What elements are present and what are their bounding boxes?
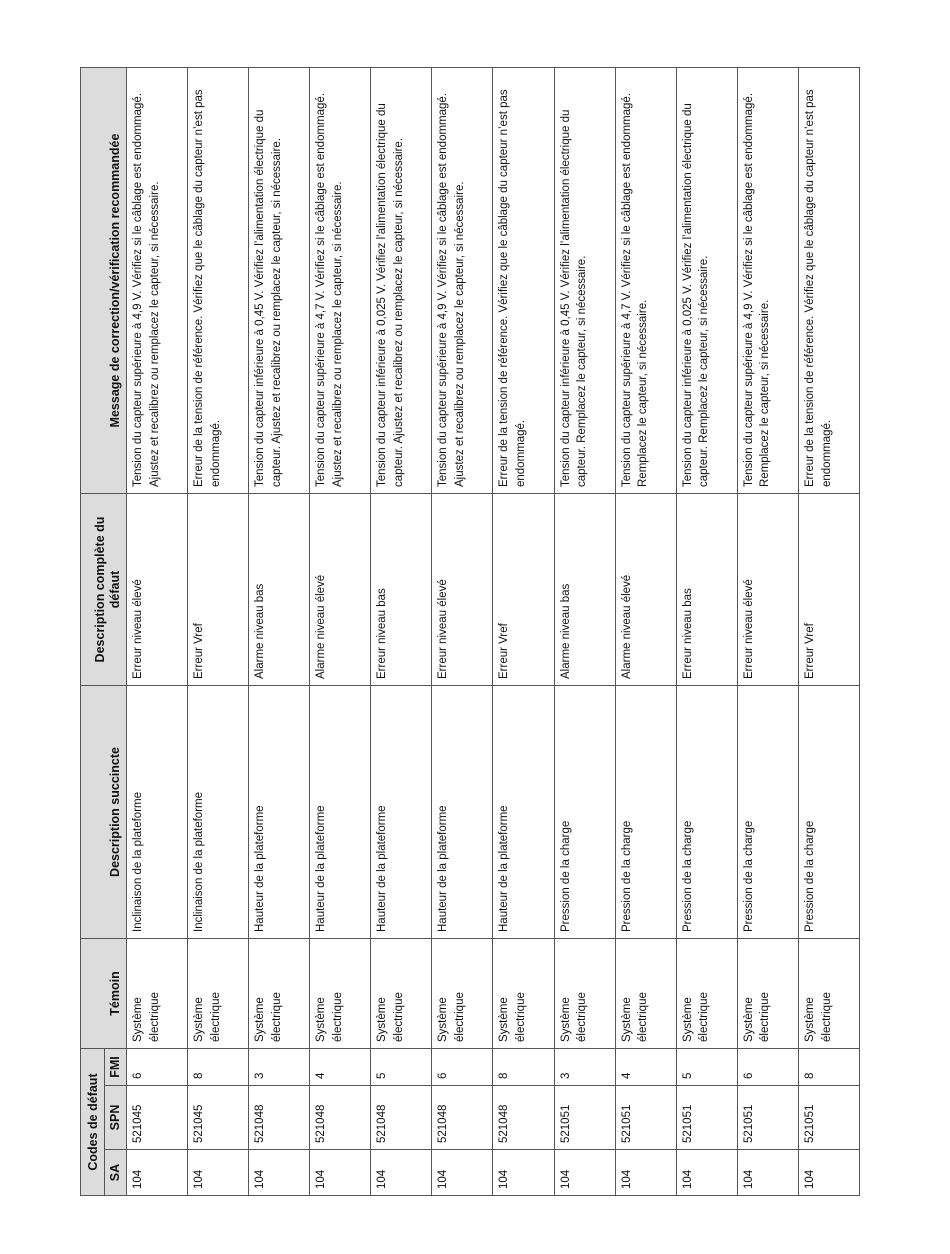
temoin-cell: Système électrique [249,939,310,1049]
temoin-header: Témoin [81,939,127,1049]
temoin-cell: Système électrique [188,939,249,1049]
sa-cell: 104 [249,1150,310,1196]
fmi-cell: 8 [493,1049,554,1086]
short-description-cell: Pression de la charge [737,686,798,939]
message-cell: Tension du capteur inférieure à 0,45 V. Vérifiez l’alimentation électrique du capteur. Ajustez et recalibrez ou remplacez le capteur, si nécessaire. [249,68,310,494]
fault-codes-table [80,67,860,1196]
short-description-cell: Pression de la charge [676,686,737,939]
fmi-cell: 6 [432,1049,493,1086]
table-row [493,68,554,1196]
sa-cell: 104 [737,1150,798,1196]
table-row [554,68,615,1196]
message-cell: Tension du capteur supérieure à 4,9 V. Vérifiez si le câblage est endommagé. Remplacez le capteur, si nécessaire. [737,68,798,494]
short-description-cell: Inclinaison de la plateforme [127,686,188,939]
temoin-cell: Système électrique [615,939,676,1049]
temoin-cell: Système électrique [554,939,615,1049]
table-row [432,68,493,1196]
temoin-cell: Système électrique [798,939,859,1049]
table-row [615,68,676,1196]
sa-cell: 104 [310,1150,371,1196]
fmi-cell: 3 [249,1049,310,1086]
fmi-cell: 4 [615,1049,676,1086]
sa-cell: 104 [554,1150,615,1196]
full-description-cell: Erreur niveau bas [676,494,737,686]
message-cell: Tension du capteur inférieure à 0,025 V. Vérifiez l’alimentation électrique du capteur. Remplacez le capteur, si nécessaire. [676,68,737,494]
rotated-page [80,68,860,1196]
message-cell: Tension du capteur inférieure à 0,025 V. Vérifiez l’alimentation électrique du capteur. Ajustez et recalibrez ou remplacez le capteur, si nécessaire. [371,68,432,494]
sa-cell: 104 [188,1150,249,1196]
full-description-cell: Erreur niveau élevé [432,494,493,686]
short-description-cell: Hauteur de la plateforme [249,686,310,939]
message-cell: Tension du capteur supérieure à 4,7 V. Vérifiez si le câblage est endommagé. Remplacez le capteur, si nécessaire. [615,68,676,494]
fmi-cell: 5 [371,1049,432,1086]
full-description-cell: Erreur niveau bas [371,494,432,686]
short-description-cell: Pression de la charge [798,686,859,939]
full-description-header: Description complète du défaut [81,494,127,686]
sa-cell: 104 [798,1150,859,1196]
spn-cell: 521048 [310,1086,371,1150]
sa-cell: 104 [371,1150,432,1196]
codes-group-header: Codes de défaut [81,1049,105,1196]
full-description-cell: Erreur Vref [798,494,859,686]
message-cell: Erreur de la tension de référence. Vérifiez que le câblage du capteur n’est pas endommagé. [188,68,249,494]
full-description-cell: Erreur Vref [188,494,249,686]
short-description-cell: Hauteur de la plateforme [432,686,493,939]
fault-rows [127,68,860,1196]
fmi-cell: 8 [798,1049,859,1086]
fmi-cell: 6 [127,1049,188,1086]
short-description-cell: Hauteur de la plateforme [310,686,371,939]
table-row [249,68,310,1196]
fmi-cell: 8 [188,1049,249,1086]
spn-cell: 521045 [188,1086,249,1150]
short-description-header: Description succincte [81,686,127,939]
sa-cell: 104 [432,1150,493,1196]
spn-cell: 521048 [432,1086,493,1150]
spn-cell: 521051 [615,1086,676,1150]
table-row [676,68,737,1196]
fmi-cell: 6 [737,1049,798,1086]
table-row [798,68,859,1196]
message-cell: Tension du capteur supérieure à 4,9 V. Vérifiez si le câblage est endommagé. Ajustez et recalibrez ou remplacez le capteur, si nécessaire. [127,68,188,494]
sa-cell: 104 [615,1150,676,1196]
short-description-cell: Hauteur de la plateforme [371,686,432,939]
spn-cell: 521048 [249,1086,310,1150]
full-description-cell: Erreur niveau élevé [127,494,188,686]
message-cell: Tension du capteur supérieure à 4,9 V. Vérifiez si le câblage est endommagé. Ajustez et recalibrez ou remplacez le capteur, si nécessaire. [432,68,493,494]
temoin-cell: Système électrique [127,939,188,1049]
temoin-cell: Système électrique [493,939,554,1049]
spn-cell: 521051 [798,1086,859,1150]
table-row [737,68,798,1196]
table-row [371,68,432,1196]
table-row [188,68,249,1196]
temoin-cell: Système électrique [676,939,737,1049]
sa-cell: 104 [493,1150,554,1196]
spn-cell: 521048 [371,1086,432,1150]
message-cell: Erreur de la tension de référence. Vérifiez que le câblage du capteur n’est pas endommagé. [493,68,554,494]
spn-cell: 521051 [676,1086,737,1150]
short-description-cell: Pression de la charge [615,686,676,939]
short-description-cell: Inclinaison de la plateforme [188,686,249,939]
full-description-cell: Alarme niveau bas [554,494,615,686]
short-description-cell: Hauteur de la plateforme [493,686,554,939]
temoin-cell: Système électrique [371,939,432,1049]
sa-cell: 104 [676,1150,737,1196]
temoin-cell: Système électrique [432,939,493,1049]
spn-cell: 521045 [127,1086,188,1150]
message-cell: Erreur de la tension de référence. Vérifiez que le câblage du capteur n’est pas endommagé. [798,68,859,494]
sa-header: SA [105,1150,127,1196]
header-row-1 [81,68,105,1196]
full-description-cell: Alarme niveau bas [249,494,310,686]
short-description-cell: Pression de la charge [554,686,615,939]
spn-cell: 521051 [737,1086,798,1150]
message-header: Message de correction/vérification recommandée [81,68,127,494]
full-description-cell: Erreur niveau élevé [737,494,798,686]
fmi-cell: 5 [676,1049,737,1086]
spn-header: SPN [105,1086,127,1150]
spn-cell: 521051 [554,1086,615,1150]
table-row [127,68,188,1196]
fmi-cell: 3 [554,1049,615,1086]
full-description-cell: Alarme niveau élevé [310,494,371,686]
spn-cell: 521048 [493,1086,554,1150]
table-row [310,68,371,1196]
full-description-cell: Erreur Vref [493,494,554,686]
fmi-cell: 4 [310,1049,371,1086]
message-cell: Tension du capteur inférieure à 0,45 V. Vérifiez l’alimentation électrique du capteur. Remplacez le capteur, si nécessaire. [554,68,615,494]
sa-cell: 104 [127,1150,188,1196]
full-description-cell: Alarme niveau élevé [615,494,676,686]
fmi-header: FMI [105,1049,127,1086]
message-cell: Tension du capteur supérieure à 4,7 V. Vérifiez si le câblage est endommagé. Ajustez et recalibrez ou remplacez le capteur, si nécessaire. [310,68,371,494]
temoin-cell: Système électrique [737,939,798,1049]
temoin-cell: Système électrique [310,939,371,1049]
